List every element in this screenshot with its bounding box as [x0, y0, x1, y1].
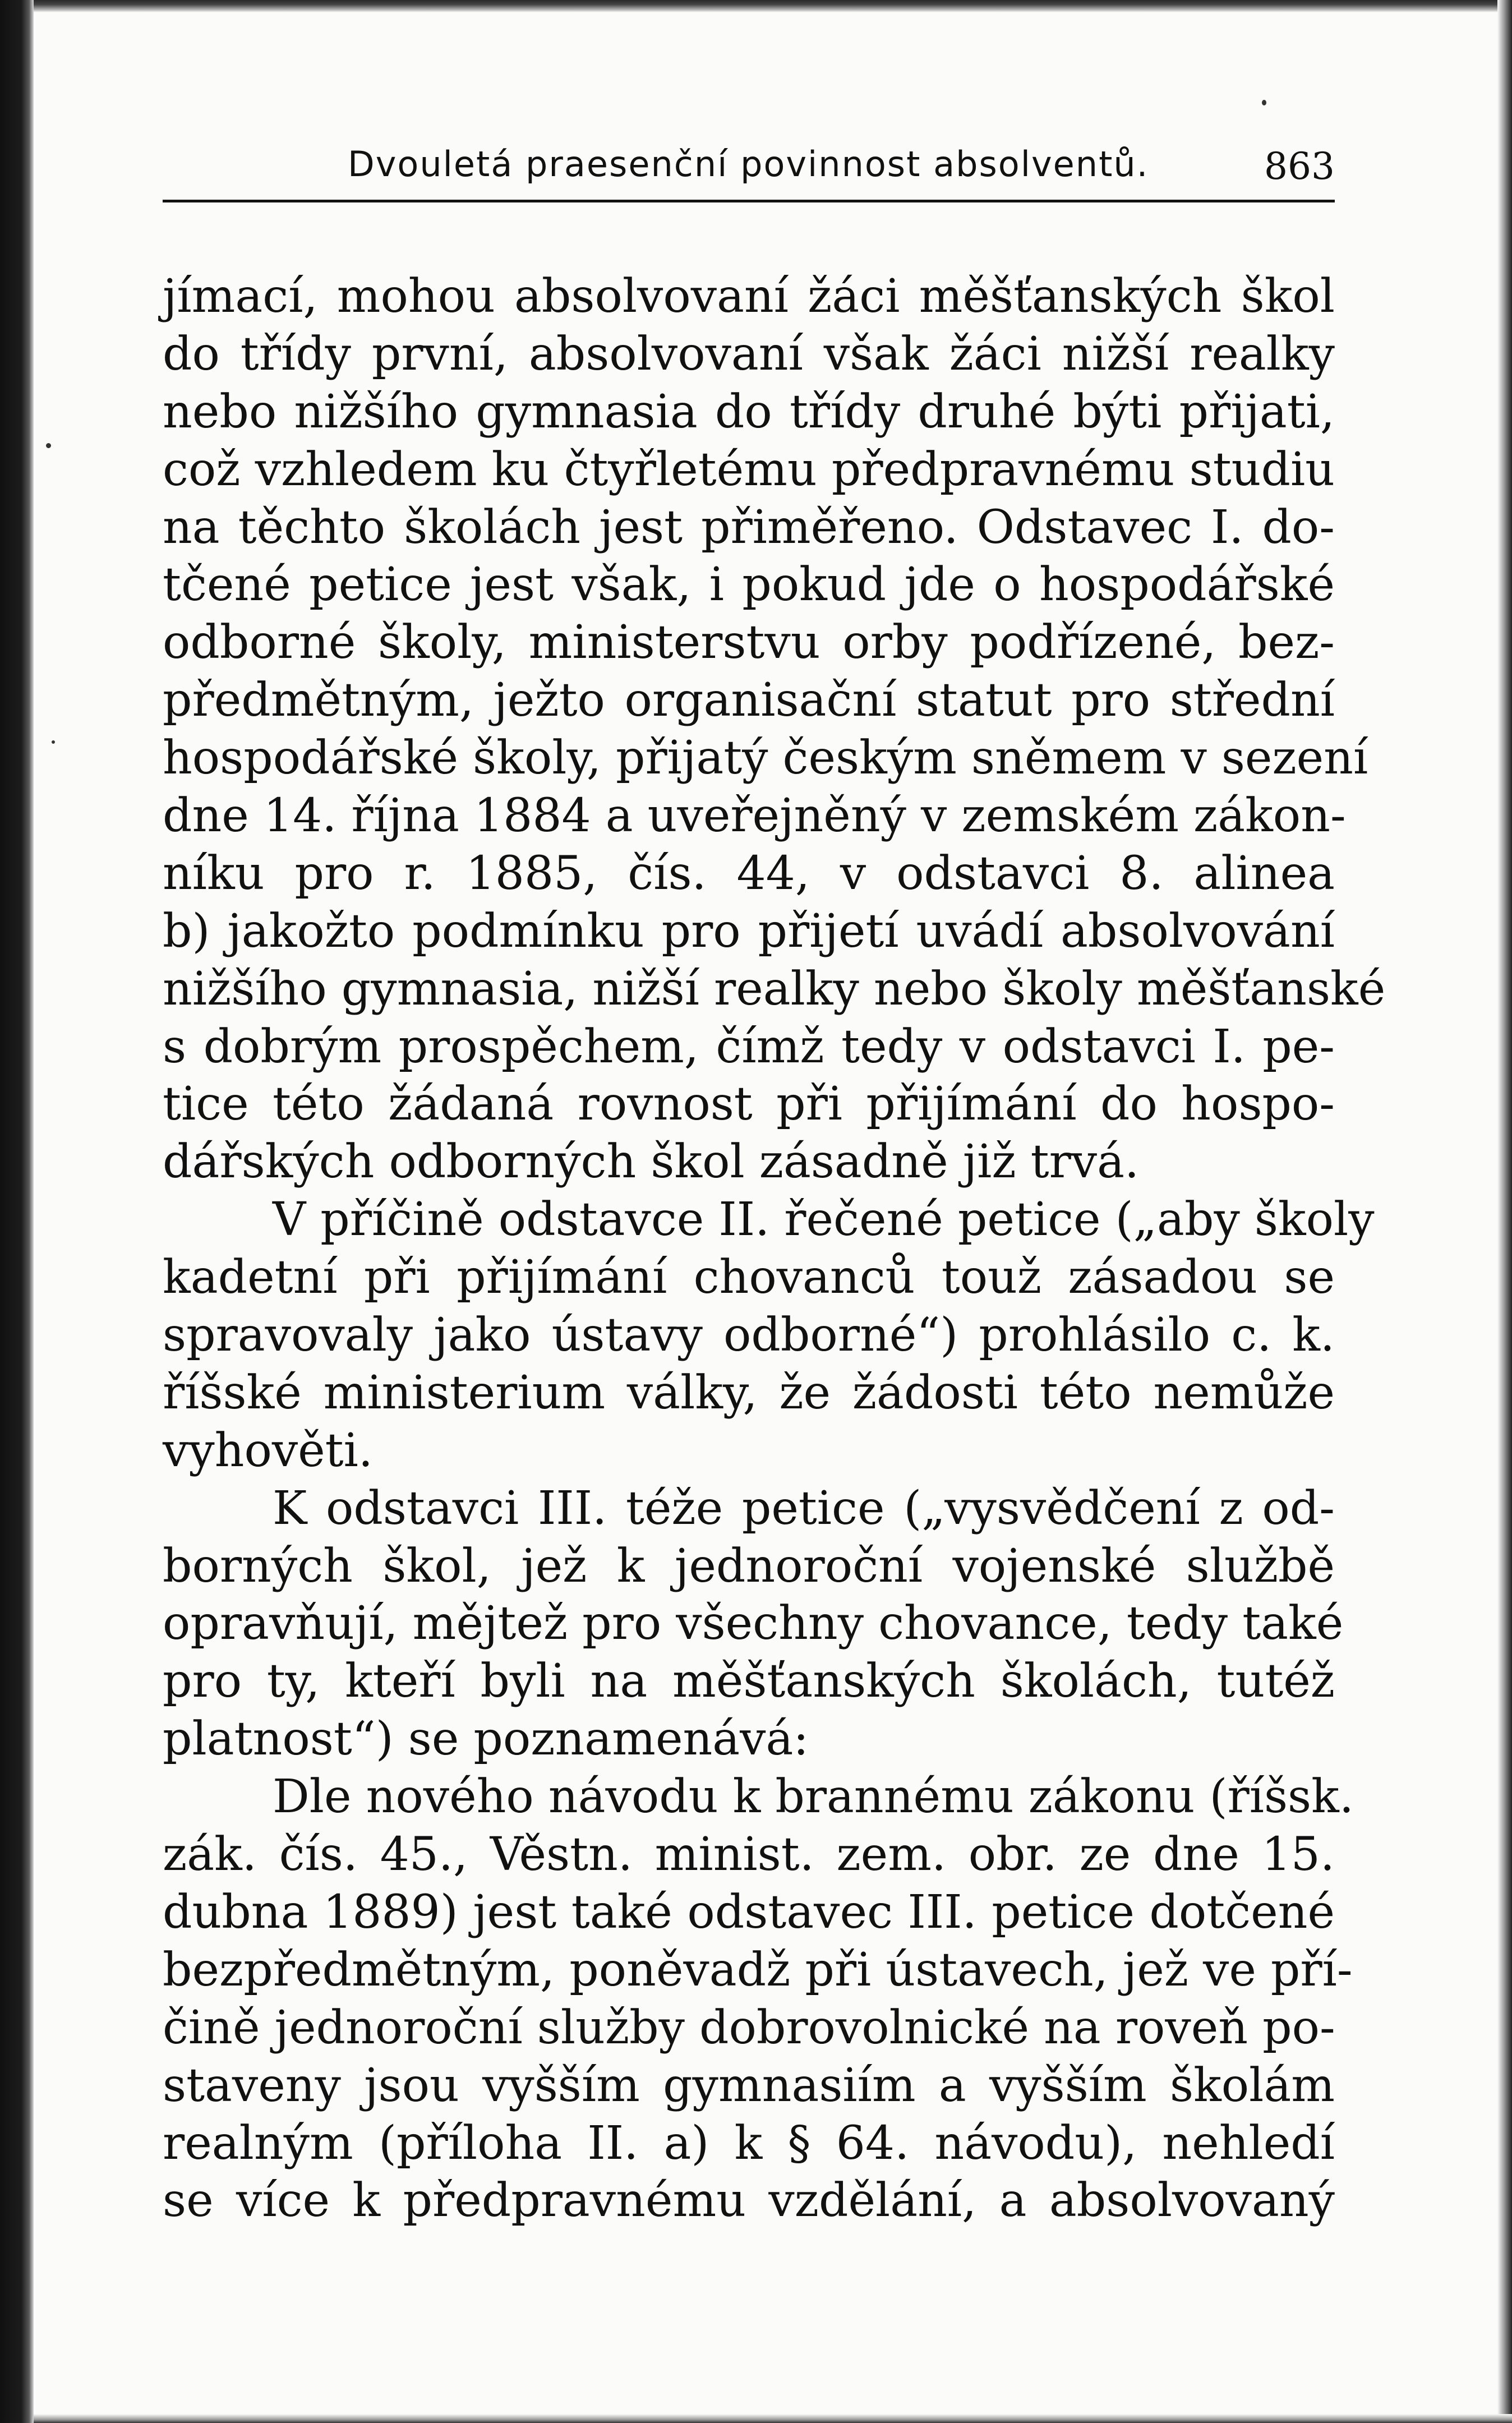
- paper-speck: [52, 740, 55, 744]
- text-line: staveny jsou vyšším gymnasiím a vyšším školám: [163, 2058, 1335, 2112]
- text-line: do třídy první, absolvovaní však žáci nižší realky: [163, 327, 1335, 381]
- text-line: jímací, mohou absolvovaní žáci měšťanských škol: [163, 270, 1335, 323]
- text-line: níku pro r. 1885, čís. 44, v odstavci 8. alinea: [163, 846, 1335, 900]
- running-header: [163, 139, 1335, 195]
- text-line: b) jakožto podmínku pro přijetí uvádí absolvování: [163, 904, 1335, 958]
- text-line: spravovaly jako ústavy odborné“) prohlásilo c. k.: [163, 1309, 1335, 1362]
- text-line: tice této žádaná rovnost při přijímání do hospo-: [163, 1077, 1335, 1131]
- text-line: odborné školy, ministerstvu orby podřízené, bez-: [163, 616, 1335, 670]
- text-line: opravňují, mějtež pro všechny chovance, tedy také: [163, 1597, 1344, 1651]
- page-right-edge: [1497, 0, 1512, 2423]
- book-spine-shadow: [0, 0, 34, 2423]
- text-line: vyhověti.: [163, 1424, 373, 1477]
- page-number: 863: [1264, 145, 1335, 188]
- text-line: K odstavci III. téže petice („vysvědčení z od-: [273, 1481, 1335, 1535]
- text-line: hospodářské školy, přijatý českým sněmem v sezení: [163, 731, 1368, 785]
- text-line: s dobrým prospěchem, čímž tedy v odstavci I. pe-: [163, 1020, 1335, 1074]
- paper-speck: [46, 443, 51, 448]
- text-line: tčené petice jest však, i pokud jde o hospodářské: [163, 558, 1335, 612]
- text-line: čině jednoroční služby dobrovolnické na roveň po-: [163, 2001, 1335, 2055]
- text-line: kadetní při přijímání chovanců touž zásadou se: [163, 1251, 1335, 1305]
- text-line: na těchto školách jest přiměřeno. Odstavec I. do-: [163, 500, 1335, 554]
- text-line: platnost“) se poznamenává:: [163, 1712, 809, 1766]
- text-line: borných škol, jež k jednoroční vojenské službě: [163, 1539, 1335, 1593]
- header-rule: [163, 200, 1335, 202]
- text-line: což vzhledem ku čtyřletému předpravnému studiu: [163, 443, 1335, 496]
- running-title: Dvouletá praesenční povinnost absolventů.: [348, 144, 1149, 185]
- text-line: bezpředmětným, poněvadž při ústavech, jež ve pří-: [163, 1943, 1353, 1997]
- paper-speck: [1262, 100, 1266, 105]
- text-line: dne 14. října 1884 a uveřejněný v zemském zákon-: [163, 789, 1346, 843]
- page-bottom-edge: [34, 2414, 1512, 2423]
- text-line: dářských odborných škol zásadně již trvá.: [163, 1135, 1140, 1189]
- text-line: se více k předpravnému vzdělání, a absolvovaný: [163, 2174, 1335, 2228]
- body-text: [163, 268, 1386, 2230]
- page-top-edge: [34, 0, 1512, 12]
- text-line: Dle nového návodu k brannému zákonu (říšsk.: [273, 1770, 1354, 1824]
- text-line: nižšího gymnasia, nižší realky nebo školy měšťanské: [163, 962, 1386, 1016]
- text-line: realným (příloha II. a) k § 64. návodu), nehledí: [163, 2116, 1335, 2170]
- text-line: nebo nižšího gymnasia do třídy druhé býti přijati,: [163, 385, 1335, 439]
- text-line: dubna 1889) jest také odstavec III. petice dotčené: [163, 1885, 1335, 1939]
- text-line: zák. čís. 45., Věstn. minist. zem. obr. ze dne 15.: [163, 1828, 1335, 1882]
- text-line: říšské ministerium války, že žádosti této nemůže: [163, 1366, 1335, 1420]
- text-line: pro ty, kteří byli na měšťanských školách, tutéž: [163, 1655, 1335, 1708]
- text-line: V příčině odstavce II. řečené petice („aby školy: [273, 1193, 1375, 1247]
- text-line: předmětným, ježto organisační statut pro střední: [163, 674, 1335, 727]
